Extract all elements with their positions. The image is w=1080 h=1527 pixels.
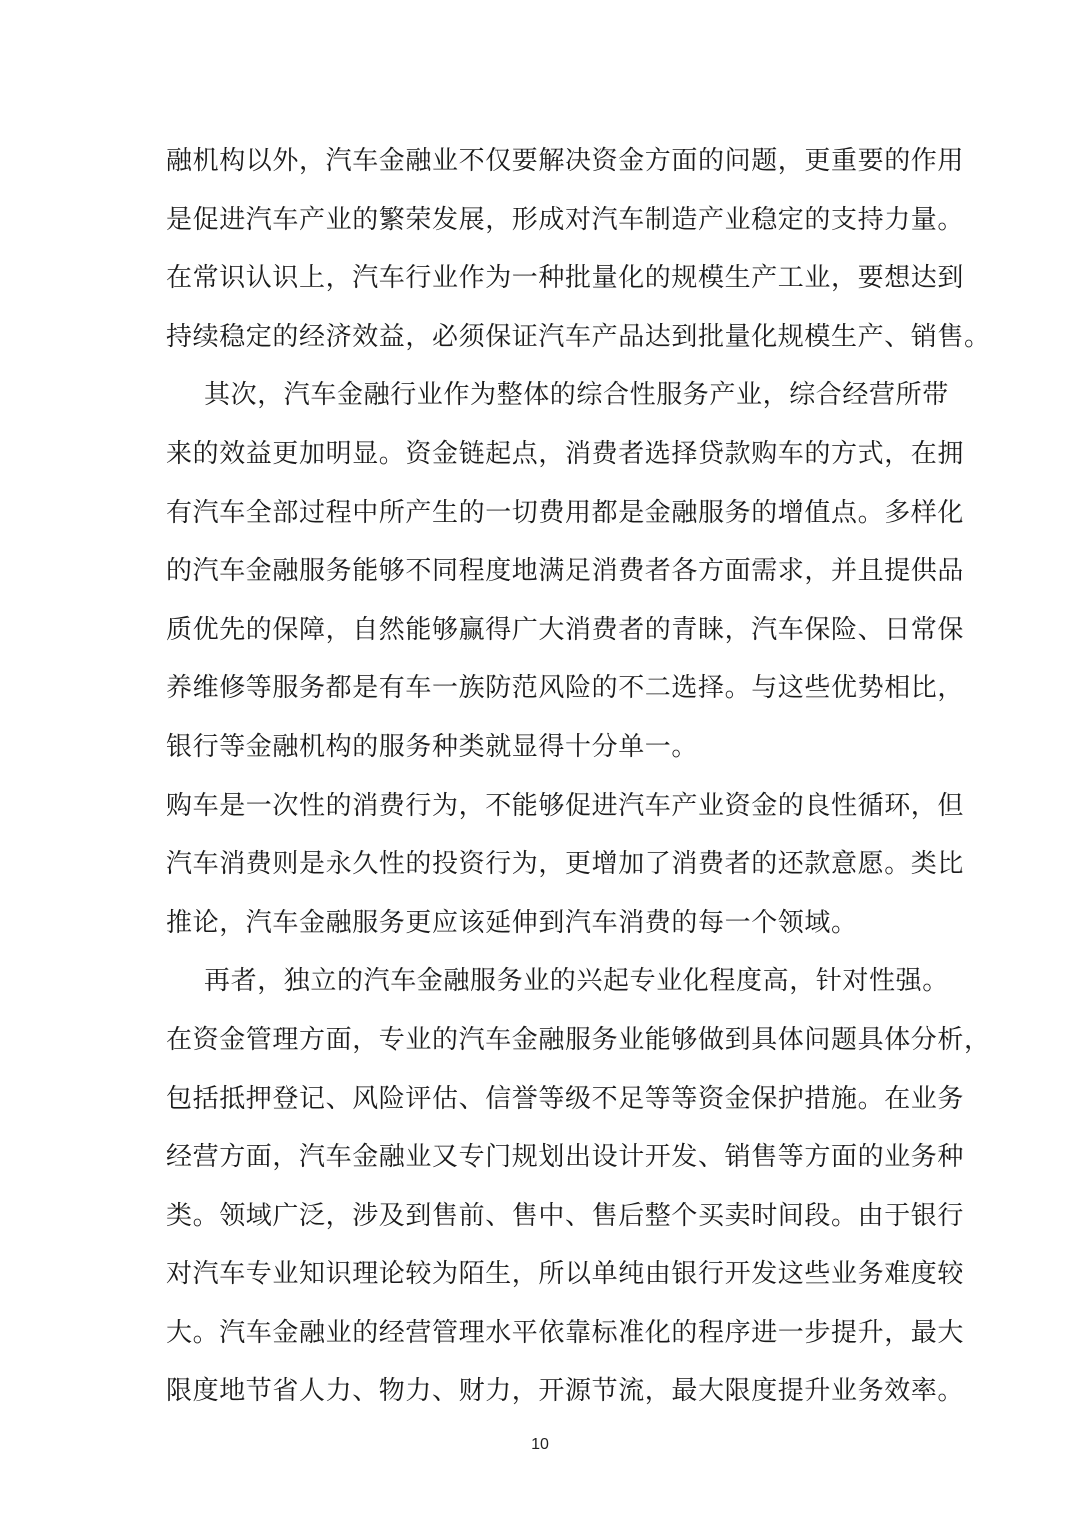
text-line: 有汽车全部过程中所产生的一切费用都是金融服务的增值点。多样化 xyxy=(166,497,965,528)
paragraph-start-line: 购车是一次性的消费行为，不能够促进汽车产业资金的良性循环，但 xyxy=(166,790,965,821)
paragraph-start-line: 其次，汽车金融行业作为整体的综合性服务产业，综合经营所带 xyxy=(204,380,949,411)
text-line: 大。汽车金融业的经营管理水平依靠标准化的程序进一步提升，最大 xyxy=(166,1317,965,1348)
text-line: 来的效益更加明显。资金链起点，消费者选择贷款购车的方式，在拥 xyxy=(166,438,965,469)
text-line: 养维修等服务都是有车一族防范风险的不二选择。与这些优势相比， xyxy=(166,673,965,704)
text-line: 对汽车专业知识理论较为陌生，所以单纯由银行开发这些业务难度较 xyxy=(166,1259,965,1290)
text-line: 在常识认识上，汽车行业作为一种批量化的规模生产工业，要想达到 xyxy=(166,263,965,294)
text-line: 在资金管理方面，专业的汽车金融服务业能够做到具体问题具体分析， xyxy=(166,1024,991,1055)
body-text xyxy=(166,132,991,1421)
page-number: 10 xyxy=(531,1436,549,1453)
text-line: 持续稳定的经济效益，必须保证汽车产品达到批量化规模生产、销售。 xyxy=(166,321,991,352)
text-line: 银行等金融机构的服务种类就显得十分单一。 xyxy=(166,731,699,762)
text-line: 的汽车金融服务能够不同程度地满足消费者各方面需求，并且提供品 xyxy=(166,556,965,587)
text-line: 是促进汽车产业的繁荣发展，形成对汽车制造产业稳定的支持力量。 xyxy=(166,204,965,235)
text-line: 融机构以外，汽车金融业不仅要解决资金方面的问题，更重要的作用 xyxy=(166,146,965,176)
text-line: 经营方面，汽车金融业又专门规划出设计开发、销售等方面的业务种 xyxy=(166,1142,965,1173)
text-line: 质优先的保障，自然能够赢得广大消费者的青睐，汽车保险、日常保 xyxy=(166,614,965,645)
text-line: 限度地节省人力、物力、财力，开源节流，最大限度提升业务效率。 xyxy=(166,1376,965,1407)
text-line: 类。领域广泛，涉及到售前、售中、售后整个买卖时间段。由于银行 xyxy=(166,1200,965,1231)
text-line: 汽车消费则是永久性的投资行为，更增加了消费者的还款意愿。类比 xyxy=(166,849,965,880)
text-line: 包括抵押登记、风险评估、信誉等级不足等等资金保护措施。在业务 xyxy=(166,1083,965,1114)
paragraph-start-line: 再者，独立的汽车金融服务业的兴起专业化程度高，针对性强。 xyxy=(204,966,949,997)
text-line: 推论，汽车金融服务更应该延伸到汽车消费的每一个领域。 xyxy=(166,907,858,938)
